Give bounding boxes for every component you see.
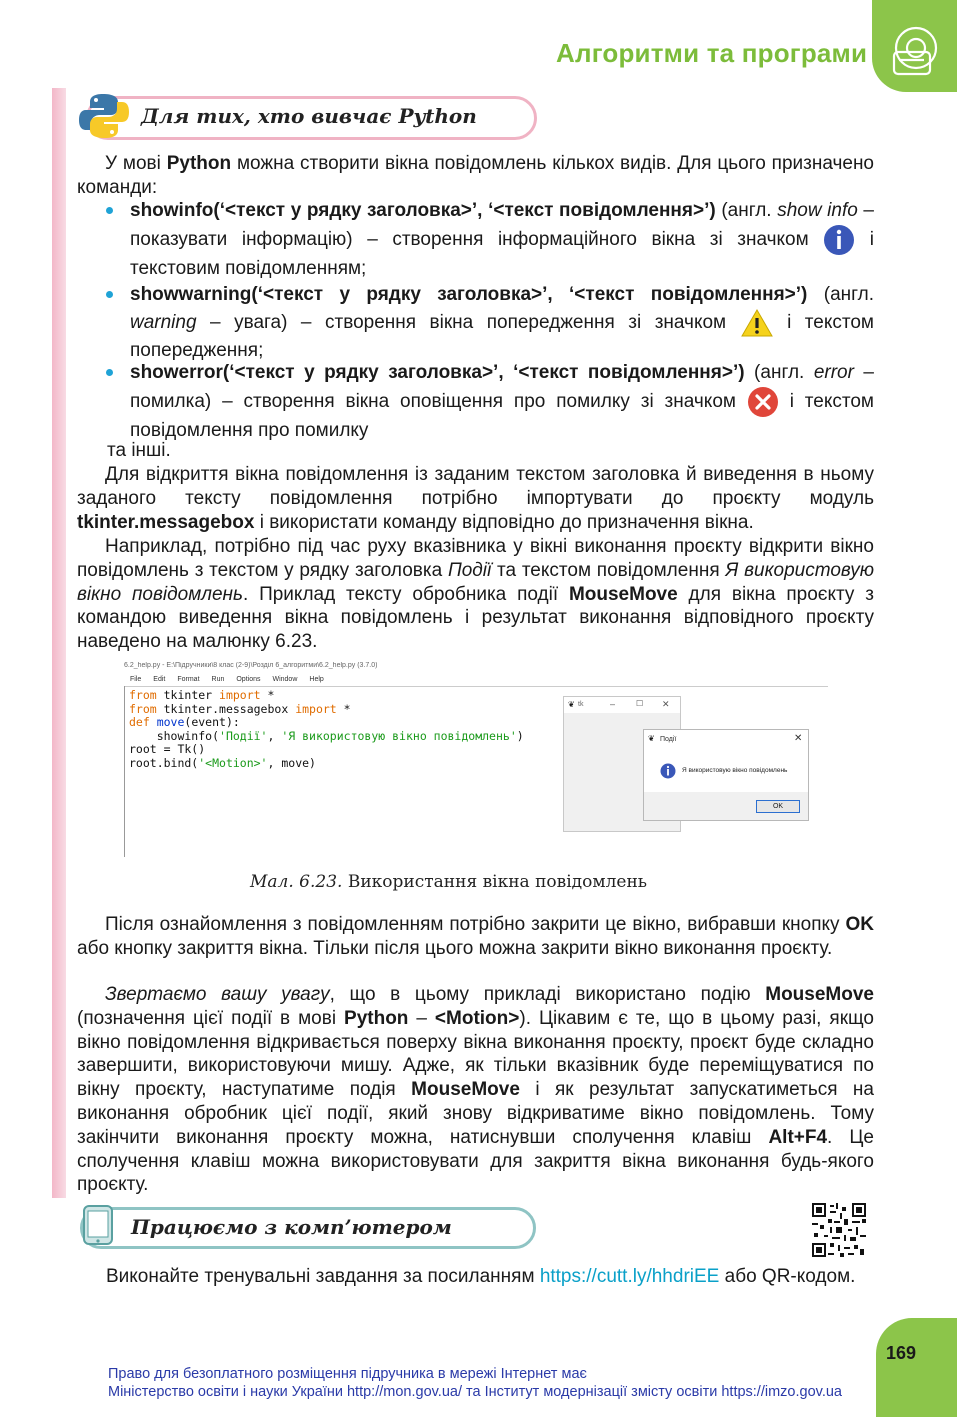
after-paragraph: Після ознайомлення з повідомленням потрібно закрити це вікно, вибравши кнопку OK або кнопку закриття вікна. Тільки після цього можна закрити вікно виконання проєкту. [77,914,874,959]
editor-window-title: 6.2_help.py - E:\Підручники\8 клас (2-9)\Розділ 6_алгоритми\6.2_help.py (3.7.0) [124,662,378,669]
error-icon [747,386,779,418]
menu-window[interactable]: Window [272,676,298,683]
info-icon [823,224,855,256]
example-paragraph: Наприклад, потрібно під час руху вказівника у вікні виконання проєкту відкрити вікно повідомлень з текстом у рядку заголовка Події та текстом повідомлення Я використовую вікно повідомлень. Приклад тексту обробника події MouseMove для вікна проєкту з командою виведення вікна повідомлень і результат виконання відповідного проєкту наведено на малюнку 6.23. [77,536,875,653]
menu-format[interactable]: Format [177,676,200,683]
menu-options[interactable]: Options [236,676,261,683]
tablet-icon [78,1203,118,1247]
menu-edit[interactable]: Edit [153,676,166,683]
python-section-banner [86,96,537,140]
chapter-corner [872,0,957,92]
figure-caption: Мал. 6.23. Використання вікна повідомлень [250,872,648,892]
code-listing [129,689,524,770]
chapter-title: Алгоритми та програми [556,38,868,68]
python-section-title: Для тих, хто вивчає Python [141,104,477,128]
bullet-dot [106,207,113,214]
menu-help[interactable]: Help [309,676,324,683]
code-line: showinfo('Події', 'Я використовую вікно повідомлень') [129,728,524,743]
code-line: from tkinter import * [129,688,275,702]
menu-file[interactable]: File [130,676,142,683]
minimize-icon[interactable]: – [610,699,616,709]
dialog-message: Я використовую вікно повідомлень [682,767,788,774]
footer-line-1: Право для безоплатного розміщення підручника в мережі Інтернет має [108,1366,587,1382]
bullet-dot [106,369,113,376]
code-line: def move(event): [129,715,240,729]
dialog-title: Події [660,736,677,743]
maximize-icon[interactable]: ☐ [636,699,644,708]
dialog-titlebar [644,730,808,748]
warning-icon [740,308,774,338]
attention-paragraph: Звертаємо вашу увагу, що в цьому прикладі використано подію MouseMove (позначення цієї події в мові Python – <Motion>). Цікавим є те, що в цьому разі, якщо вікно повідомлення відкривається поверху вікна виконання проєкту, проєкт буде складно завершити, використовуючи мишу. Адже, як тільки вказівник буде переміщуватися по вікну проєкту, наступатиме подія MouseMove і як результат запускатиметься на виконання обробник цієї події, який знову відкриватиме вікно повідомлень. Тому закінчити виконання проєкту можна, натиснувши сполучення клавіш Alt+F4. Це сполучення клавіш можна використовувати для закриття вікна виконання будь-якого проєкту. [77,984,874,1196]
bullet-dot [106,291,113,298]
code-line: root.bind('<Motion>', move) [129,755,316,770]
footer-line-2: Міністерство освіти і науки України http://mon.gov.ua/ та Інститут модернізації змісту освіти https://imzo.gov.ua [108,1384,842,1400]
code-line: root = Tk() [129,742,206,756]
message-dialog [643,729,809,821]
editor-menu-bar [130,676,324,683]
figure-screenshot [124,662,828,857]
feather-icon: ❦ [568,700,575,709]
task-line: Виконайте тренувальні завдання за посиланням https://cutt.ly/hhdriEE або QR-кодом. [106,1266,856,1287]
dialog-close-icon[interactable]: ✕ [794,733,803,744]
dialog-ok-button[interactable]: OK [756,800,800,813]
dialog-info-icon [660,763,676,779]
task-link[interactable]: https://cutt.ly/hhdriEE [539,1266,720,1287]
intro-paragraph: У мові Python можна створити вікна повідомлень кількох видів. Для цього призначено команди: [77,153,874,198]
page-number-tab [876,1318,957,1417]
close-icon[interactable]: ✕ [662,699,670,709]
bullet-showinfo: showinfo(‘<текст у рядку заголовка>’, ‘<текст повідомлення>’) (англ. show info – показувати інформацію) – створення інформаційного вікна зі значком і текстовим повідомленням; [130,198,874,282]
tk-titlebar [564,697,680,713]
python-logo-icon [78,91,130,141]
menu-run[interactable]: Run [211,676,225,683]
bullet-showwarning: showwarning(‘<текст у рядку заголовка>’, ‘<текст повідомлення>’) (англ. warning – увага) – створення вікна попередження зі значком і текстом попередження; [130,282,874,364]
tk-window-title: tk [578,701,584,708]
import-paragraph: Для відкриття вікна повідомлення із заданим текстом заголовка й виведення в ньому заданого тексту повідомлення потрібно імпортувати до проєкту модуль tkinter.messagebox і використати команду відповідно до призначення вікна. [77,464,874,533]
and-others-text: та інші. [107,440,171,461]
qr-code[interactable] [812,1203,866,1257]
section-sidebar-stripe [52,88,66,1198]
computer-section-banner [80,1207,536,1249]
disk-drive-icon [872,0,957,92]
feather-icon: ❦ [648,734,655,743]
computer-section-title: Працюємо з комп’ютером [131,1215,452,1239]
code-line: from tkinter.messagebox import * [129,701,351,716]
bullet-showerror: showerror(‘<текст у рядку заголовка>’, ‘<текст повідомлення>’) (англ. error – помилка) – створення вікна оповіщення про помилку зі значком і текстом повідомлення про помилку [130,360,874,444]
page-number: 169 [886,1343,917,1363]
